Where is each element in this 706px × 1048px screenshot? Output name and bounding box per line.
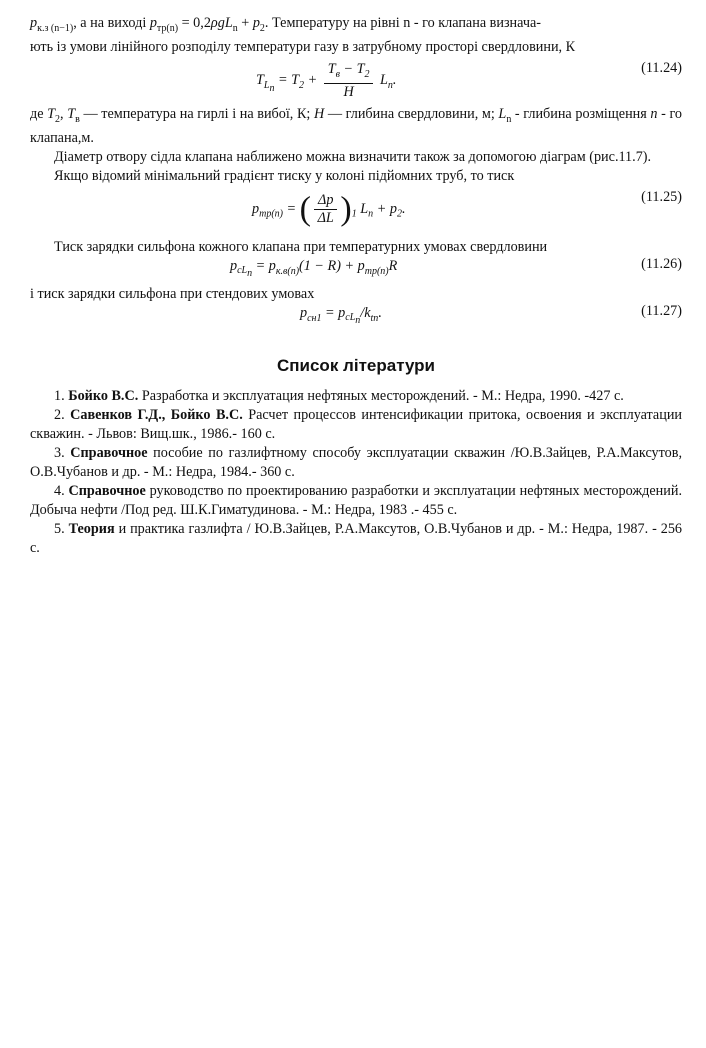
reference-item: 2. Савенков Г.Д., Бойко В.С. Расчет процессов интенсификации притока, освоения и эксплуатации скважин. - Львов: Вищ.шк., 1986.- 160 с. xyxy=(30,406,683,442)
equation-number: (11.26) xyxy=(641,255,682,272)
paragraph-charge: Тиск зарядки сильфона кожного клапана при температурних умовах свердловини xyxy=(54,238,548,255)
equation-11-26 xyxy=(30,257,682,281)
reference-item: 4. Справочное руководство по проектированию разработки и эксплуатации нефтяных месторождений. Добыча нефти /Под ред. Ш.К.Гиматудинова. - М.: Недра, 1983 .- 455 с. xyxy=(30,482,682,518)
paragraph-gradient: Якщо відомий мінімальний градієнт тиску у колоні підйомних труб, то тиск xyxy=(54,167,515,184)
intro-text-b: . Температуру на рівні n - го клапана визнача- xyxy=(264,15,542,31)
paragraph-stand: і тиск зарядки сильфона при стендових умовах xyxy=(30,285,315,302)
intro-text-a: , а на виході xyxy=(73,15,147,31)
equation-11-24 xyxy=(30,59,682,101)
fraction: $\frac{T_в - T_2}{H}$ xyxy=(324,61,374,101)
equation-number: (11.24) xyxy=(641,59,682,76)
equation-11-27 xyxy=(30,304,682,328)
equation-number: (11.25) xyxy=(641,188,682,205)
paragraph-diameter: Діаметр отвору сідла клапана наближено можна визначити також за допомогою діаграм (рис.11.7). xyxy=(54,148,652,165)
equation-11-25 xyxy=(30,188,682,234)
reference-item: 5. Теория и практика газлифта / Ю.В.Зайцев, Р.А.Максутов, О.В.Чубанов и др. - М.: Недра, 1987. - 256 с. xyxy=(30,520,683,556)
equation-11-25-formula: $p_{тр(n)}$ = ( $\frac{\Delta p}{\Delta L}$ )$_1$ $L_n + p_2$. xyxy=(252,190,406,228)
reference-item: 1. Бойко В.С. Разработка и эксплуатация нефтяных месторождений. - М.: Недра, 1990. -427 с. xyxy=(54,387,624,404)
document-page xyxy=(30,14,682,558)
references-list xyxy=(30,387,682,558)
intro-line-2: ють із умови лінійного розподілу температури газу в затрубному просторі свердловини, К xyxy=(30,38,576,55)
equation-11-26-formula: $p_{cL_n} = p_{к.в(n)}(1 - R) + p_{тр(n)}R$ xyxy=(230,257,398,280)
reference-item: 3. Справочное пособие по газлифтному способу эксплуатации скважин /Ю.В.Зайцев, Р.А.Максутов, О.В.Чубанов и др. - М.: Недра, 1984.- 360 с. xyxy=(30,444,683,480)
equation-11-24-formula: $T_{L_n} = T_2$ + $\frac{T_в - T_2}{H}$ $L_n$. xyxy=(256,60,397,100)
intro-line-1: $p_{к.з (n-1)}$, а на виході $p_{тр(n)} = 0,2\rho gL_n + p_2$. Температуру на рівні n - го клапана визнача- xyxy=(30,15,542,34)
equation-number: (11.27) xyxy=(641,302,682,319)
definitions: де $T_2$, $T_в$ — температура на гирлі і на вибої, К; H — глибина свердловини, м; $L_n$ - глибина розміщення n - го клапана,м. xyxy=(30,105,683,146)
equation-11-27-formula: $p_{сн1} = p_{cL_n}/k_{tn}$. xyxy=(300,304,382,327)
references-heading: Список літератури xyxy=(276,355,436,375)
